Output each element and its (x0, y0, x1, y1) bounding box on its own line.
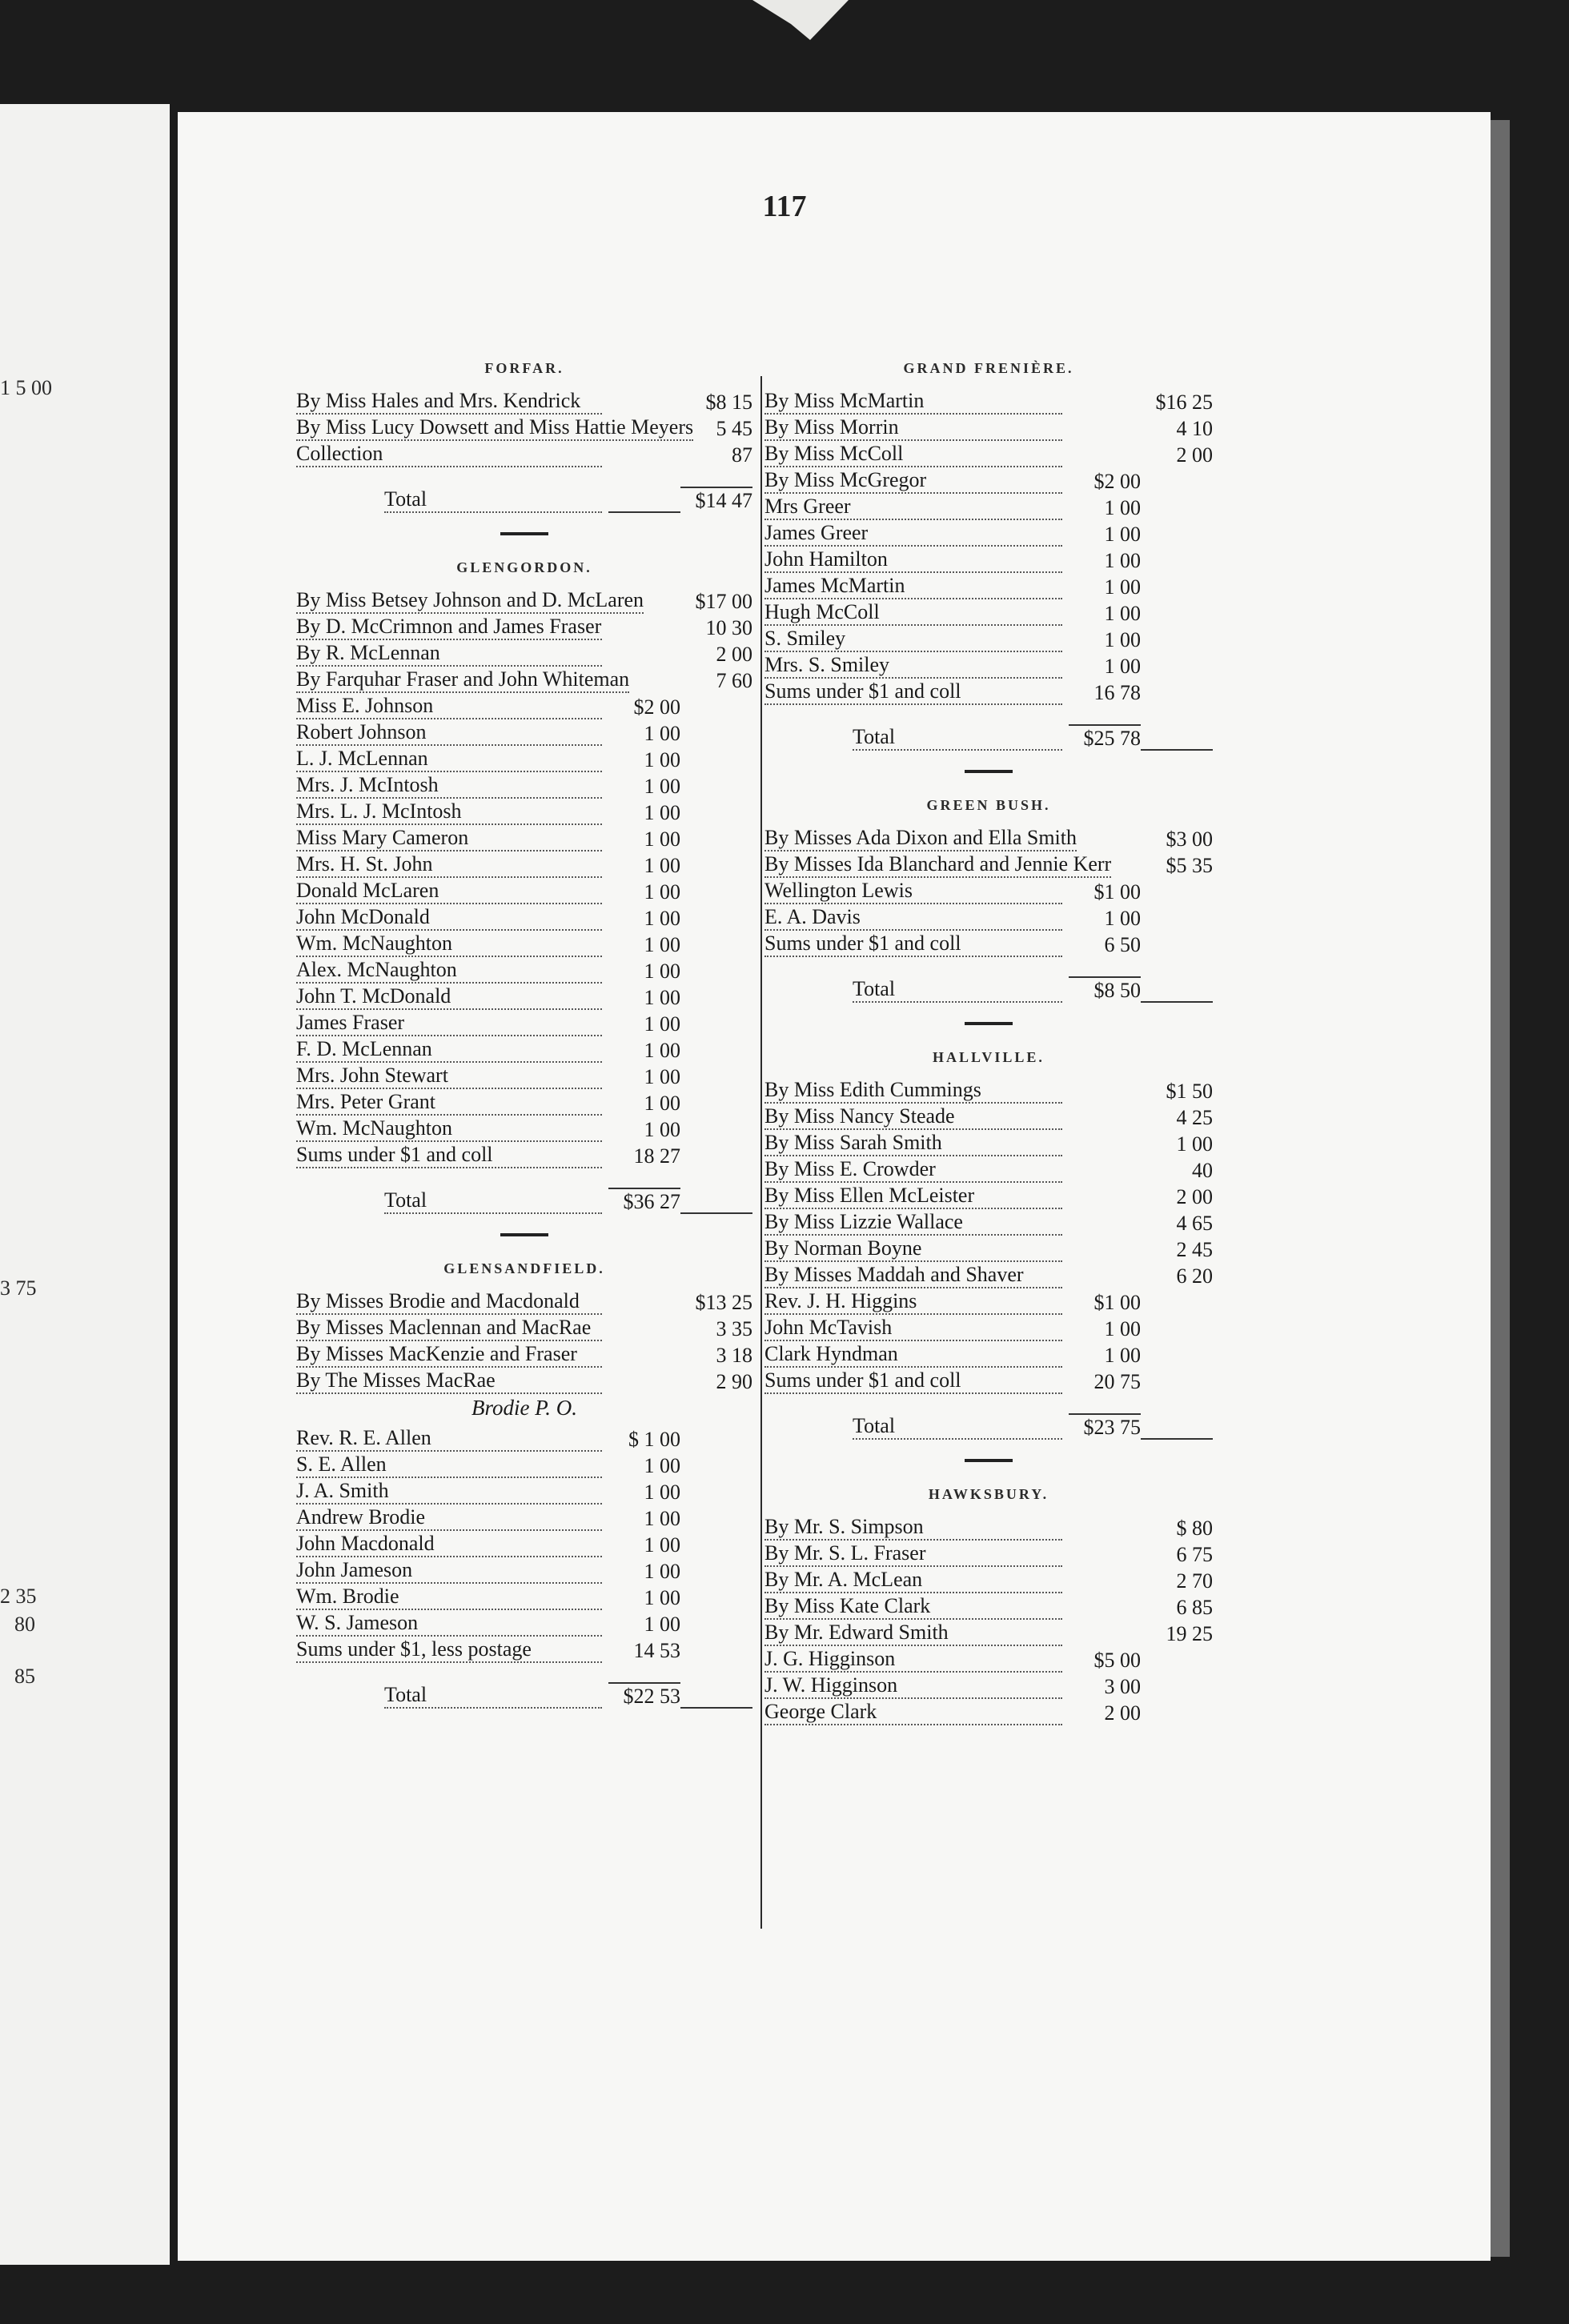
donor-name: Mrs. Peter Grant (296, 1089, 602, 1116)
amount-inner: 1 00 (644, 933, 680, 956)
donor-name: Rev. J. H. Higgins (764, 1288, 1062, 1315)
amount-outer: $1 50 (1166, 1080, 1213, 1103)
ledger-section (764, 1049, 1213, 1440)
amount-inner: 1 00 (644, 1012, 680, 1036)
ledger-section (296, 1260, 752, 1709)
section-total (296, 487, 752, 513)
amount-inner: 1 00 (644, 1481, 680, 1504)
amount-inner: $1 00 (1093, 1291, 1141, 1314)
ledger-entry (764, 626, 1213, 652)
ledger-entry (296, 640, 752, 667)
section-title: FORFAR. (484, 360, 564, 376)
ledger-entry (296, 1315, 752, 1341)
amount-inner: 16 78 (1093, 681, 1141, 704)
amount-inner: 1 00 (644, 722, 680, 745)
amount-inner: 1 00 (644, 1586, 680, 1609)
donor-name: By Norman Boyne (764, 1236, 1062, 1262)
amount-outer: 5 45 (716, 417, 752, 440)
amount-outer: 40 (1192, 1159, 1213, 1182)
section-title: HAWKSBURY. (928, 1486, 1049, 1502)
amount-outer: 2 90 (716, 1370, 752, 1393)
amount-inner (608, 511, 680, 513)
amount-inner: 1 00 (644, 801, 680, 824)
ledger-entry (764, 1341, 1213, 1368)
prev-page-fragment: 1 5 00 (0, 376, 52, 399)
ledger-entry (764, 1236, 1213, 1262)
section-title: HALLVILLE. (933, 1049, 1045, 1065)
amount-outer: 2 00 (1176, 443, 1213, 467)
prev-page-fragment: 80 (14, 1613, 35, 1636)
donor-name: Wellington Lewis (764, 878, 1062, 904)
prev-page-fragment: 85 (14, 1665, 35, 1688)
ledger-entry (764, 1673, 1213, 1699)
amount-outer: $14 47 (680, 487, 752, 513)
donor-name: By Miss Edith Cummings (764, 1077, 1062, 1104)
ledger-entry (764, 1699, 1213, 1725)
amount-inner: $36 27 (608, 1188, 680, 1214)
donor-name: By Miss Lizzie Wallace (764, 1209, 1062, 1236)
amount-outer: 10 30 (705, 616, 752, 639)
donor-name: By Misses Ada Dixon and Ella Smith (764, 825, 1077, 851)
amount-outer: 19 25 (1166, 1622, 1213, 1645)
ledger-entry (296, 1089, 752, 1116)
amount-outer: 87 (732, 443, 752, 467)
donor-name: S. E. Allen (296, 1452, 602, 1478)
section-rule (965, 770, 1013, 773)
ledger-entry (296, 1010, 752, 1036)
ledger-entry (764, 388, 1213, 415)
donor-name: Collection (296, 441, 602, 467)
ledger-entry (296, 825, 752, 851)
donor-name: Andrew Brodie (296, 1505, 602, 1531)
amount-inner: 1 00 (644, 775, 680, 798)
ledger-section (764, 797, 1213, 1003)
donor-name: By Miss McColl (764, 441, 1062, 467)
donor-name: Wm. Brodie (296, 1584, 602, 1610)
amount-inner: $8 50 (1069, 976, 1141, 1003)
ledger-entry (296, 799, 752, 825)
amount-inner: 2 00 (1104, 1701, 1141, 1725)
amount-outer: 4 10 (1176, 417, 1213, 440)
ledger-entry (296, 957, 752, 984)
page-number: 117 (762, 190, 807, 223)
right-column (764, 360, 1213, 1743)
ledger-entry (764, 1567, 1213, 1593)
section-title: GLENSANDFIELD. (443, 1260, 605, 1276)
page-edge-shadow (1491, 120, 1510, 2257)
ledger-entry (764, 1541, 1213, 1567)
donor-name: Total (384, 487, 602, 513)
donor-name: Sums under $1 and coll (764, 679, 1062, 705)
ledger-entry (764, 1593, 1213, 1620)
ledger-entry (296, 984, 752, 1010)
amount-inner: 1 00 (1104, 1317, 1141, 1340)
donor-name: Alex. McNaughton (296, 957, 602, 984)
section-rule (500, 532, 548, 535)
amount-outer: 1 00 (1176, 1132, 1213, 1156)
amount-outer: $3 00 (1166, 827, 1213, 851)
section-rule (965, 1459, 1013, 1462)
amount-inner: 1 00 (644, 827, 680, 851)
amount-outer: $13 25 (695, 1291, 752, 1314)
ledger-entry (296, 1063, 752, 1089)
ledger-entry (296, 441, 752, 467)
amount-inner: 3 00 (1104, 1675, 1141, 1698)
ledger-entry (764, 1262, 1213, 1288)
ledger-entry (764, 599, 1213, 626)
ledger-entry (296, 1368, 752, 1394)
donor-name: By Mr. A. McLean (764, 1567, 1062, 1593)
donor-name: By Miss Lucy Dowsett and Miss Hattie Meyers (296, 415, 693, 441)
section-total (296, 1682, 752, 1709)
donor-name: Rev. R. E. Allen (296, 1425, 602, 1452)
amount-inner: 20 75 (1093, 1370, 1141, 1393)
ledger-entry (296, 587, 752, 614)
amount-outer: 2 70 (1176, 1569, 1213, 1593)
amount-inner: $23 75 (1069, 1413, 1141, 1440)
amount-inner: 14 53 (633, 1639, 680, 1662)
amount-inner: 1 00 (644, 1065, 680, 1088)
donor-name: Mrs. J. McIntosh (296, 772, 602, 799)
amount-outer (1141, 1438, 1213, 1440)
section-title: GLENGORDON. (456, 559, 592, 575)
amount-inner: 1 00 (1104, 628, 1141, 651)
amount-outer: 6 20 (1176, 1264, 1213, 1288)
ledger-entry (764, 547, 1213, 573)
ledger-entry (764, 652, 1213, 679)
prev-page-fragment: 3 75 (0, 1276, 37, 1300)
ledger-entry (296, 1341, 752, 1368)
donor-name: By Farquhar Fraser and John Whiteman (296, 667, 629, 693)
amount-inner: $1 00 (1093, 880, 1141, 904)
donor-name: James Greer (764, 520, 1062, 547)
donor-name: By Miss McMartin (764, 388, 1062, 415)
ledger-entry (764, 851, 1213, 878)
amount-outer (1141, 1001, 1213, 1003)
ledger-entry (296, 746, 752, 772)
amount-inner: $22 53 (608, 1682, 680, 1709)
amount-inner: 1 00 (1104, 907, 1141, 930)
donor-name: Sums under $1 and coll (296, 1142, 602, 1168)
ledger-entry (764, 931, 1213, 957)
donor-name: John McDonald (296, 904, 602, 931)
donor-name: John Jameson (296, 1557, 602, 1584)
donor-name: Total (384, 1188, 602, 1214)
ledger-section (296, 559, 752, 1214)
section-total (764, 976, 1213, 1003)
donor-name: By Misses Maclennan and MacRae (296, 1315, 602, 1341)
amount-inner: 6 50 (1104, 933, 1141, 956)
amount-outer: $8 15 (705, 391, 752, 414)
donor-name: Mrs. John Stewart (296, 1063, 602, 1089)
ledger-entry (764, 825, 1213, 851)
ledger-entry (764, 467, 1213, 494)
ledger-entry (296, 1531, 752, 1557)
donor-name: By Miss Hales and Mrs. Kendrick (296, 388, 602, 415)
ledger-section (764, 360, 1213, 751)
donor-name: By R. McLennan (296, 640, 602, 667)
donor-name: By Miss Sarah Smith (764, 1130, 1062, 1156)
ledger-entry (296, 772, 752, 799)
amount-inner: 1 00 (644, 960, 680, 983)
donor-name: Mrs Greer (764, 494, 1062, 520)
donor-name: E. A. Davis (764, 904, 1062, 931)
donor-name: By The Misses MacRae (296, 1368, 602, 1394)
left-column (296, 360, 752, 1726)
ledger-entry (764, 573, 1213, 599)
ledger-entry (296, 1610, 752, 1637)
amount-inner: 1 00 (1104, 655, 1141, 678)
donor-name: J. A. Smith (296, 1478, 602, 1505)
donor-name: By Misses MacKenzie and Fraser (296, 1341, 602, 1368)
ledger-entry (764, 878, 1213, 904)
section-title: GRAND FRENIÈRE. (903, 360, 1074, 376)
ledger-entry (764, 1368, 1213, 1394)
donor-name: Wm. McNaughton (296, 1116, 602, 1142)
donor-name: Robert Johnson (296, 719, 602, 746)
ledger-entry (296, 1478, 752, 1505)
amount-outer (1141, 749, 1213, 751)
amount-inner: 1 00 (644, 1039, 680, 1062)
donor-name: Mrs. S. Smiley (764, 652, 1062, 679)
amount-inner: 1 00 (644, 1533, 680, 1557)
ledger-entry (764, 520, 1213, 547)
ledger-entry (296, 878, 752, 904)
donor-name: S. Smiley (764, 626, 1062, 652)
donor-name: By Miss McGregor (764, 467, 1062, 494)
ledger-entry (764, 441, 1213, 467)
ledger-entry (764, 1315, 1213, 1341)
amount-outer: $17 00 (695, 590, 752, 613)
donor-name: By Miss Morrin (764, 415, 1062, 441)
ledger-entry (764, 1130, 1213, 1156)
ledger-entry (764, 904, 1213, 931)
amount-inner: 1 00 (644, 1613, 680, 1636)
donor-name: Total (853, 1413, 1062, 1440)
amount-inner: 1 00 (644, 1454, 680, 1477)
donor-name: F. D. McLennan (296, 1036, 602, 1063)
amount-inner: 1 00 (644, 854, 680, 877)
ledger-entry (296, 1505, 752, 1531)
amount-inner: 18 27 (633, 1144, 680, 1168)
page-top-tear (752, 0, 849, 40)
donor-name: James McMartin (764, 573, 1062, 599)
donor-name: J. G. Higginson (764, 1646, 1062, 1673)
donor-name: John Hamilton (764, 547, 1062, 573)
amount-inner: 1 00 (644, 1092, 680, 1115)
amount-outer: $ 80 (1176, 1517, 1213, 1540)
section-title: GREEN BUSH. (926, 797, 1051, 813)
amount-outer: 4 25 (1176, 1106, 1213, 1129)
ledger-entry (296, 1142, 752, 1168)
ledger-entry (296, 931, 752, 957)
ledger-entry (764, 1620, 1213, 1646)
amount-inner: $2 00 (1093, 470, 1141, 493)
ledger-entry (764, 415, 1213, 441)
ledger-entry (296, 388, 752, 415)
section-total (764, 724, 1213, 751)
amount-outer: 3 18 (716, 1344, 752, 1367)
previous-page-edge (0, 104, 170, 2265)
amount-outer: $16 25 (1155, 391, 1213, 414)
amount-outer: $5 35 (1166, 854, 1213, 877)
amount-inner: $2 00 (633, 695, 680, 719)
amount-inner: 1 00 (644, 748, 680, 771)
amount-outer: 6 75 (1176, 1543, 1213, 1566)
ledger-entry (296, 1288, 752, 1315)
donor-name: Miss Mary Cameron (296, 825, 602, 851)
ledger-section (764, 1486, 1213, 1725)
donor-name: W. S. Jameson (296, 1610, 602, 1637)
amount-inner: $5 00 (1093, 1649, 1141, 1672)
donor-name: Mrs. H. St. John (296, 851, 602, 878)
donor-name: Mrs. L. J. McIntosh (296, 799, 602, 825)
donor-name: Clark Hyndman (764, 1341, 1062, 1368)
amount-outer: 7 60 (716, 669, 752, 692)
donor-name: Sums under $1 and coll (764, 1368, 1062, 1394)
amount-outer (680, 1212, 752, 1214)
section-rule (965, 1022, 1013, 1025)
ledger-entry (764, 1077, 1213, 1104)
ledger-entry (296, 1452, 752, 1478)
ledger-entry (296, 415, 752, 441)
ledger-entry (296, 693, 752, 719)
amount-inner: 1 00 (1104, 496, 1141, 519)
donor-name: John McTavish (764, 1315, 1062, 1341)
donor-name: By Mr. S. L. Fraser (764, 1541, 1062, 1567)
ledger-entry (296, 851, 752, 878)
amount-outer: 4 65 (1176, 1212, 1213, 1235)
donor-name: Miss E. Johnson (296, 693, 602, 719)
section-subtitle: Brodie P. O. (472, 1396, 577, 1420)
amount-inner: 1 00 (644, 907, 680, 930)
ledger-entry (764, 1514, 1213, 1541)
ledger-entry (764, 1183, 1213, 1209)
donor-name: By Misses Maddah and Shaver (764, 1262, 1062, 1288)
donor-name: John Macdonald (296, 1531, 602, 1557)
ledger-entry (296, 1557, 752, 1584)
ledger-entry (764, 1104, 1213, 1130)
donor-name: Total (853, 976, 1062, 1003)
ledger-entry (296, 1637, 752, 1663)
amount-outer (680, 1707, 752, 1709)
amount-inner: $ 1 00 (628, 1428, 680, 1451)
donor-name: John T. McDonald (296, 984, 602, 1010)
amount-inner: 1 00 (644, 1560, 680, 1583)
donor-name: J. W. Higginson (764, 1673, 1062, 1699)
amount-outer: 2 00 (1176, 1185, 1213, 1208)
donor-name: George Clark (764, 1699, 1062, 1725)
donor-name: Total (853, 724, 1062, 751)
ledger-entry (296, 904, 752, 931)
amount-inner: 1 00 (644, 1118, 680, 1141)
amount-outer: 2 45 (1176, 1238, 1213, 1261)
donor-name: Sums under $1 and coll (764, 931, 1062, 957)
amount-inner: 1 00 (1104, 1344, 1141, 1367)
amount-inner: 1 00 (1104, 549, 1141, 572)
donor-name: By Mr. S. Simpson (764, 1514, 1062, 1541)
column-divider (760, 376, 762, 1929)
donor-name: By Miss Ellen McLeister (764, 1183, 1062, 1209)
donor-name: James Fraser (296, 1010, 602, 1036)
ledger-entry (764, 1288, 1213, 1315)
amount-inner: 1 00 (1104, 523, 1141, 546)
amount-outer: 6 85 (1176, 1596, 1213, 1619)
ledger-entry (764, 1646, 1213, 1673)
donor-name: Hugh McColl (764, 599, 1062, 626)
ledger-entry (296, 667, 752, 693)
donor-name: By Miss Nancy Steade (764, 1104, 1062, 1130)
donor-name: Sums under $1, less postage (296, 1637, 602, 1663)
donor-name: By Miss E. Crowder (764, 1156, 1062, 1183)
amount-inner: 1 00 (644, 1507, 680, 1530)
section-rule (500, 1233, 548, 1236)
amount-inner: 1 00 (644, 986, 680, 1009)
amount-inner: 1 00 (1104, 602, 1141, 625)
donor-name: Total (384, 1682, 602, 1709)
amount-inner: $25 78 (1069, 724, 1141, 751)
ledger-entry (296, 1584, 752, 1610)
ledger-entry (296, 719, 752, 746)
amount-outer: 2 00 (716, 643, 752, 666)
donor-name: By Misses Brodie and Macdonald (296, 1288, 602, 1315)
donor-name: By Misses Ida Blanchard and Jennie Kerr (764, 851, 1111, 878)
donor-name: By Mr. Edward Smith (764, 1620, 1062, 1646)
amount-inner: 1 00 (644, 880, 680, 904)
donor-name: Wm. McNaughton (296, 931, 602, 957)
donor-name: Donald McLaren (296, 878, 602, 904)
ledger-entry (296, 1425, 752, 1452)
ledger-section (296, 360, 752, 513)
ledger-entry (764, 494, 1213, 520)
donor-name: By Miss Betsey Johnson and D. McLaren (296, 587, 644, 614)
ledger-entry (764, 679, 1213, 705)
donor-name: By D. McCrimnon and James Fraser (296, 614, 602, 640)
ledger-entry (296, 1036, 752, 1063)
amount-outer: 3 35 (716, 1317, 752, 1340)
ledger-entry (296, 614, 752, 640)
donor-name: By Miss Kate Clark (764, 1593, 1062, 1620)
amount-inner: 1 00 (1104, 575, 1141, 599)
ledger-entry (764, 1156, 1213, 1183)
prev-page-fragment: 2 35 (0, 1585, 37, 1608)
ledger-entry (764, 1209, 1213, 1236)
section-total (764, 1413, 1213, 1440)
donor-name: L. J. McLennan (296, 746, 602, 772)
ledger-entry (296, 1116, 752, 1142)
section-total (296, 1188, 752, 1214)
